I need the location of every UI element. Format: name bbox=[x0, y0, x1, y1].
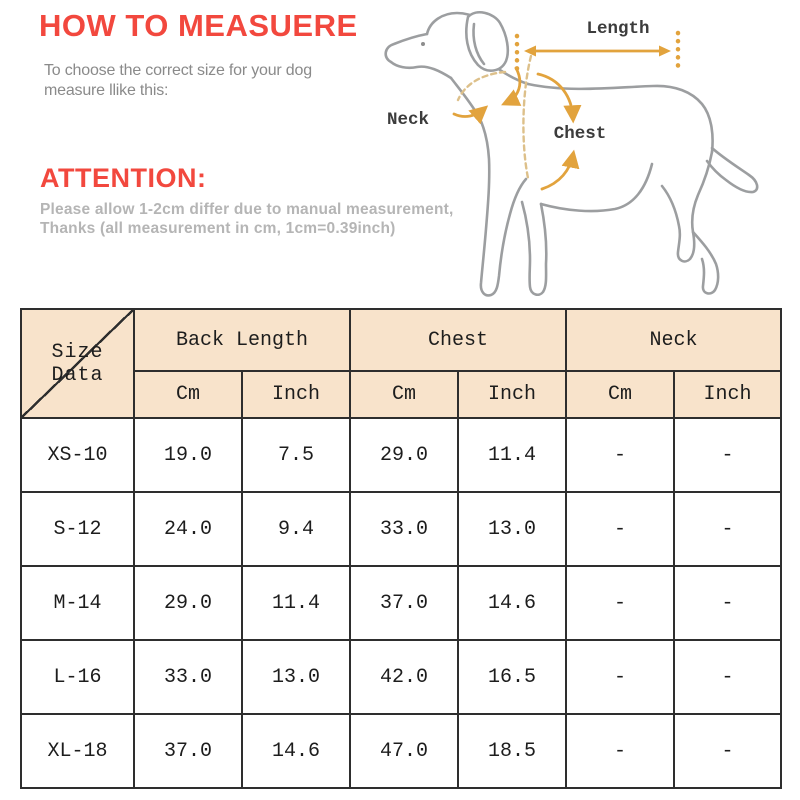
length-arrowhead-left bbox=[524, 46, 536, 57]
table-cell: - bbox=[674, 714, 781, 788]
table-cell: 9.4 bbox=[242, 492, 350, 566]
dog-ear bbox=[466, 12, 507, 70]
dog-measurement-diagram bbox=[370, 0, 800, 310]
table-cell: 11.4 bbox=[458, 418, 566, 492]
table-cell: 47.0 bbox=[350, 714, 458, 788]
table-cell: 29.0 bbox=[134, 566, 242, 640]
table-cell: - bbox=[566, 492, 674, 566]
row-label: S-12 bbox=[21, 492, 134, 566]
row-label: XS-10 bbox=[21, 418, 134, 492]
neck-arrow-down bbox=[506, 68, 520, 103]
table-cell: 29.0 bbox=[350, 418, 458, 492]
table-cell: 33.0 bbox=[350, 492, 458, 566]
row-label: L-16 bbox=[21, 640, 134, 714]
unit-header: Inch bbox=[458, 371, 566, 418]
unit-header: Inch bbox=[674, 371, 781, 418]
length-label: Length bbox=[586, 19, 650, 39]
subtitle bbox=[44, 61, 312, 101]
table-cell: 16.5 bbox=[458, 640, 566, 714]
dog-jaw bbox=[391, 62, 451, 78]
group-header-chest: Chest bbox=[350, 309, 566, 371]
table-cell: 7.5 bbox=[242, 418, 350, 492]
table-cell: - bbox=[566, 714, 674, 788]
dog-chest-front-leg bbox=[451, 78, 526, 295]
table-row bbox=[21, 566, 781, 640]
row-label: M-14 bbox=[21, 566, 134, 640]
group-header-back-length: Back Length bbox=[134, 309, 350, 371]
corner-header-size-data: Size Data bbox=[21, 309, 134, 418]
attention-note-line-2: Thanks (all measurement in cm, 1cm=0.39inch) bbox=[40, 220, 396, 237]
table-cell: 14.6 bbox=[242, 714, 350, 788]
group-header-neck: Neck bbox=[566, 309, 781, 371]
table-row bbox=[21, 714, 781, 788]
table-cell: 13.0 bbox=[242, 640, 350, 714]
unit-header: Cm bbox=[134, 371, 242, 418]
table-cell: - bbox=[566, 566, 674, 640]
table-cell: 37.0 bbox=[350, 566, 458, 640]
dog-tail bbox=[707, 148, 757, 192]
chest-arrow-up bbox=[542, 155, 573, 189]
table-cell: 14.6 bbox=[458, 566, 566, 640]
table-cell: - bbox=[674, 566, 781, 640]
neck-label: Neck bbox=[386, 110, 430, 130]
chest-arrow-down bbox=[538, 74, 573, 118]
chest-label: Chest bbox=[553, 124, 607, 144]
chest-dashed-arc bbox=[523, 56, 531, 178]
table-cell: 37.0 bbox=[134, 714, 242, 788]
table-cell: - bbox=[566, 640, 674, 714]
table-cell: 11.4 bbox=[242, 566, 350, 640]
table-cell: 19.0 bbox=[134, 418, 242, 492]
table-cell: 33.0 bbox=[134, 640, 242, 714]
table-row bbox=[21, 640, 781, 714]
table-cell: 42.0 bbox=[350, 640, 458, 714]
row-label: XL-18 bbox=[21, 714, 134, 788]
unit-header: Inch bbox=[242, 371, 350, 418]
dog-muzzle-top bbox=[386, 34, 427, 62]
table-cell: - bbox=[674, 418, 781, 492]
unit-header: Cm bbox=[350, 371, 458, 418]
attention-note-line-1: Please allow 1-2cm differ due to manual measurement, bbox=[40, 201, 454, 218]
subtitle-line-2: measure llike this: bbox=[44, 82, 169, 99]
table-cell: 24.0 bbox=[134, 492, 242, 566]
dog-outline-drawing bbox=[386, 12, 758, 295]
table-row bbox=[21, 418, 781, 492]
dog-belly bbox=[541, 164, 652, 211]
table-cell: 18.5 bbox=[458, 714, 566, 788]
attention-title: ATTENTION: bbox=[40, 163, 207, 193]
dog-hind-leg-far bbox=[693, 232, 718, 293]
unit-header: Cm bbox=[566, 371, 674, 418]
size-chart-table bbox=[20, 308, 782, 789]
page-title: HOW TO MEASUERE bbox=[39, 8, 358, 43]
table-cell: - bbox=[674, 492, 781, 566]
table-cell: 13.0 bbox=[458, 492, 566, 566]
length-arrowhead-right bbox=[659, 46, 671, 57]
table-cell: - bbox=[566, 418, 674, 492]
table-row bbox=[21, 492, 781, 566]
subtitle-line-1: To choose the correct size for your dog bbox=[44, 62, 312, 79]
table-cell: - bbox=[674, 640, 781, 714]
dog-front-leg-near bbox=[522, 202, 546, 295]
dog-eye bbox=[421, 42, 425, 46]
